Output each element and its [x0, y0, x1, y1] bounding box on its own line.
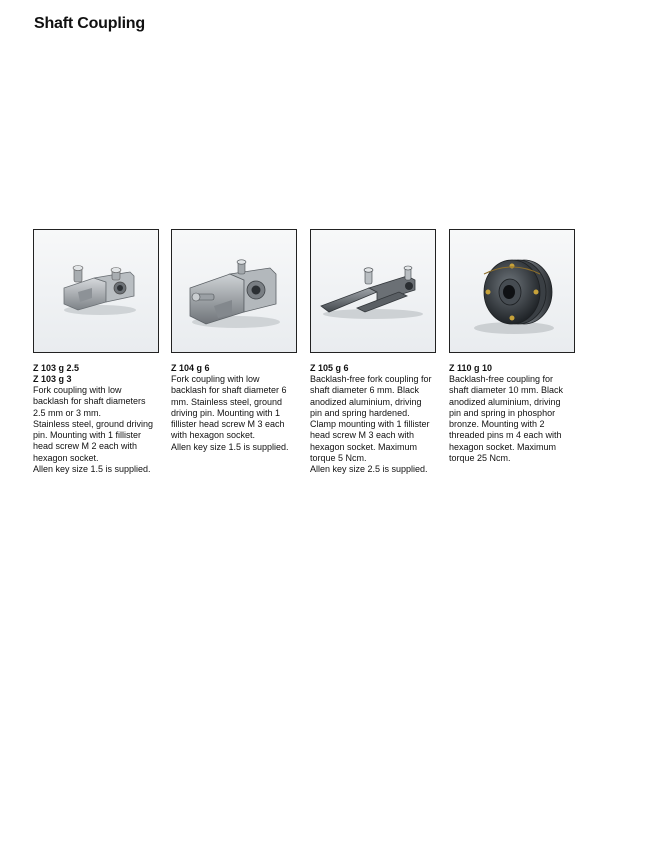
- fork-coupling-large-icon: [172, 230, 296, 352]
- product-card: [33, 229, 160, 475]
- product-card: [310, 229, 437, 476]
- product-photo: [449, 229, 575, 353]
- product-code: Z 104 g 6: [171, 363, 210, 373]
- product-code: Z 110 g 10: [449, 363, 493, 373]
- product-card: [171, 229, 298, 453]
- product-description: Backlash-free coupling for shaft diameter 10 mm. Black anodized aluminium, driving pin and spring in phosphor bronze. Mounting with 2 threaded pins m 4 each with hexagon socket. Maximum torque 25 Ncm.: [449, 374, 564, 464]
- product-photo: [310, 229, 436, 353]
- product-code: Z 103 g 2.5: [33, 363, 80, 373]
- product-code: Z 105 g 6: [310, 363, 349, 373]
- product-photo: [33, 229, 159, 353]
- product-card: [449, 229, 576, 464]
- product-photo: [171, 229, 297, 353]
- backlash-free-fork-coupling-icon: [311, 230, 435, 352]
- fork-coupling-small-icon: [34, 230, 158, 352]
- product-description: Fork coupling with low backlash for shaft diameters 2.5 mm or 3 mm. Stainless steel, ground driving pin. Mounting with 1 fillister head screw M 2 each with hexagon socket. Allen key size 1.5 is supplied.: [33, 385, 154, 475]
- page-title: Shaft Coupling: [34, 15, 145, 32]
- product-description: Fork coupling with low backlash for shaft diameter 6 mm. Stainless steel, ground driving pin. Mounting with 1 fillister head screw M 3 each with hexagon socket. Allen key size 1.5 is supplied.: [171, 374, 289, 452]
- disc-coupling-icon: [450, 230, 574, 352]
- product-code: Z 103 g 3: [33, 374, 72, 384]
- product-description: Backlash-free fork coupling for shaft diameter 6 mm. Black anodized aluminium, driving pin and spring hardened. Clamp mounting with 1 fillister head screw M 3 each with hexagon socket. Maximum torque 5 Ncm. Allen key size 2.5 is supplied.: [310, 374, 432, 475]
